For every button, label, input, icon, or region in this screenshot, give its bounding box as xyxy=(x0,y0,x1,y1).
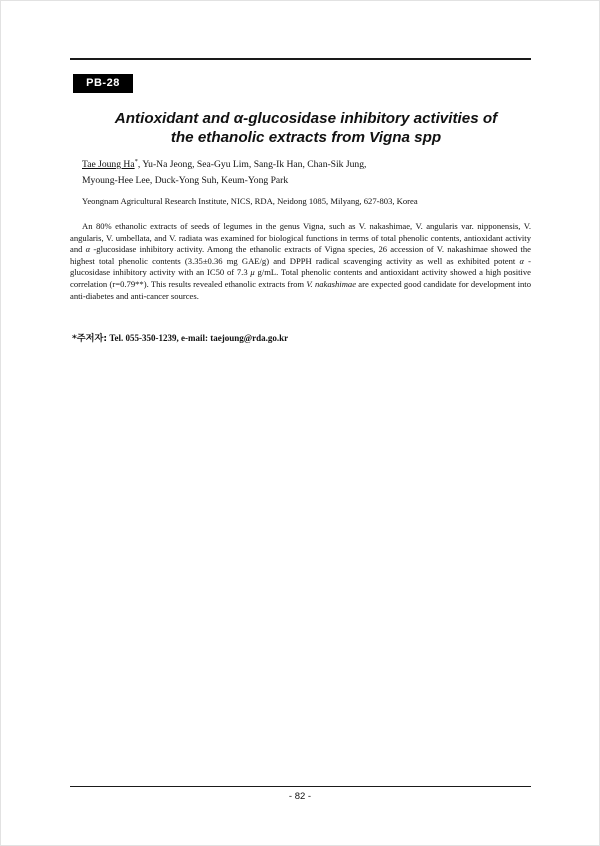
corresponding-mark: * xyxy=(134,157,138,165)
species-name: V. nakashimae xyxy=(306,278,357,289)
alpha-symbol: α xyxy=(85,244,91,255)
top-divider xyxy=(70,58,531,60)
title-line-1: Antioxidant and α-glucosidase inhibitory activities of xyxy=(114,110,498,127)
contact-details: Tel. 055-350-1239, e-mail: taejoung@rda.go.kr xyxy=(107,333,289,343)
contact-info xyxy=(72,332,512,345)
page-number: - 82 - xyxy=(288,791,312,802)
author-line-1 xyxy=(82,157,522,173)
author-line-1-rest: , Yu-Na Jeong, Sea-Gyu Lim, Sang-Ik Han, Chan-Sik Jung, xyxy=(137,159,367,170)
bottom-divider xyxy=(70,786,531,787)
poster-code-badge: PB-28 xyxy=(73,74,133,93)
alpha-symbol: α xyxy=(519,255,524,266)
abstract-part-2: -glucosidase inhibitory activity. Among the ethanolic extracts of Vigna species, 26 accession of V. nakashimae showed the highest total phenolic contents (3.35±0.36 mg GAE/g) and DPPH radical scavenging activity as well as exhibited potent xyxy=(70,244,531,266)
first-author: Tae Joung Ha xyxy=(82,159,135,170)
abstract-part-4: g/mL. Total phenolic contents and antioxidant activity showed a high positive correlation (r=0.79**). This results revealed ethanolic extracts from xyxy=(70,267,531,289)
abstract-part-3: -glucosidase inhibitory activity with an IC50 of 7.3 xyxy=(70,255,531,278)
abstract-part-5: are expected good candidate for development into anti-diabetes and anti-cancer sources. xyxy=(70,278,531,301)
abstract xyxy=(70,221,531,302)
title-line-2: the ethanolic extracts from Vigna spp xyxy=(170,129,442,146)
affiliation: Yeongnam Agricultural Research Institute, NICS, RDA, Neidong 1085, Milyang, 627-803, Korea xyxy=(82,196,418,206)
corresponding-author-label: *주저자: xyxy=(72,333,108,344)
author-list xyxy=(82,157,522,189)
paper-title xyxy=(70,109,542,147)
abstract-part-1: An 80% ethanolic extracts of seeds of legumes in the genus Vigna, such as V. nakashimae, V. angularis var. nipponensis, V. angularis, V. umbellata, and V. radiata was examined for biological functions in terms of total phenolic contents, antioxidant activity and xyxy=(70,221,531,255)
mu-symbol: μ xyxy=(250,267,255,278)
author-line-2: Myoung-Hee Lee, Duck-Yong Suh, Keum-Yong Park xyxy=(82,175,289,186)
